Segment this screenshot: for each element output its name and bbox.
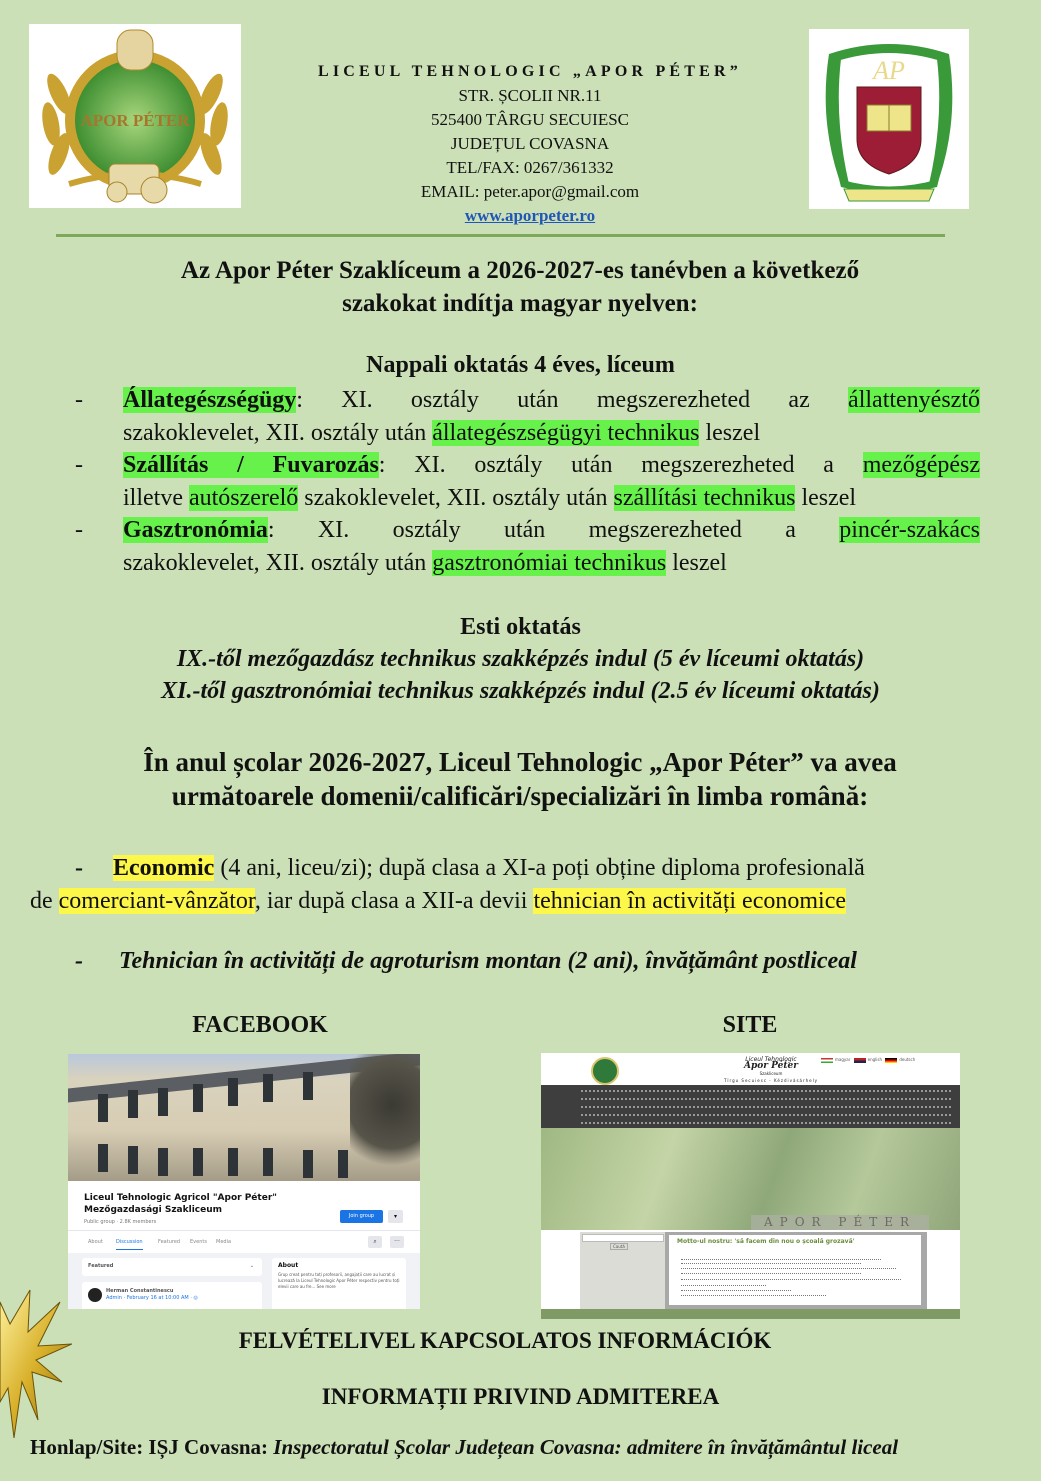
program-name: Állategészségügy [123,387,297,413]
about-text: Grup creat pentru toți profesorii, angajații care au lucrat și lucrează la Liceul Tehnologic Apor Péter respectiv pentru toți elevii care au fre... See more [278,1272,400,1289]
program-text: : XI. osztály után megszerezheted a [378,452,834,478]
join-group-button[interactable]: Join group [340,1210,383,1223]
title-line-1: În anul școlar 2026-2027, Liceul Tehnologic „Apor Péter” va avea [143,747,897,777]
list-dash: - [75,855,83,881]
featured-card [82,1258,262,1276]
admission-heading-romanian: INFORMAȚII PRIVIND ADMITEREA [321,1384,720,1409]
list-dash: - [75,387,83,413]
program-text: illetve [123,484,183,511]
qualification-highlight: pincér-szakács [839,517,980,543]
wheat-wreath-emblem-icon [29,24,241,208]
language-switcher[interactable]: magyar english deutsch [819,1057,915,1063]
site-sidebar [580,1232,665,1309]
site-navigation-menu[interactable] [541,1085,960,1128]
program-text: leszel [705,419,761,446]
email: EMAIL: peter.apor@gmail.com [420,182,640,201]
phone-fax: TEL/FAX: 0267/361332 [446,158,614,177]
program-text: leszel [672,549,727,576]
tab-media[interactable]: Media [216,1239,232,1245]
evening-program-line: XI.-től gasztronómiai technikus szakképzés indul (2.5 év líceumi oktatás) [161,678,880,704]
school-website-preview[interactable] [541,1053,960,1319]
site-search-input[interactable] [582,1234,664,1242]
admission-link-line [30,1435,1020,1460]
program-text: szakoklevelet, XII. osztály után [304,484,608,511]
program-text: Tehnician în activități de agroturism montan (2 ani), învățământ postliceal [119,948,857,974]
featured-label: Featured [88,1263,114,1269]
site-search-button[interactable]: Caută [610,1243,628,1250]
romanian-section-title [40,745,1000,813]
german-flag-icon[interactable] [885,1058,897,1063]
tab-about[interactable]: About [88,1239,103,1245]
street-address: STR. ȘCOLII NR.11 [458,86,602,105]
program-text: : XI. osztály után megszerezheted a [267,517,796,543]
admission-link[interactable]: Inspectoratul Școlar Județean Covasna: admitere în învățământul liceal [273,1435,899,1459]
about-card [272,1258,406,1309]
qualification-highlight: gasztronómiai technikus [432,549,667,576]
website-link[interactable]: www.aporpeter.ro [464,206,596,225]
hungarian-flag-icon[interactable] [821,1058,833,1063]
hungarian-programs-list [75,384,980,579]
tab-events[interactable]: Events [190,1239,207,1245]
hungarian-section-title [40,254,1000,320]
program-text: szakoklevelet, XII. osztály után [123,419,427,446]
search-icon[interactable]: ⌕ [368,1236,382,1248]
qualification-highlight: tehnician în activități economice [533,888,846,914]
link-prefix: Honlap/Site: IȘJ Covasna: [30,1435,269,1459]
program-item-allategeszsegugy [75,384,980,449]
program-name: Szállítás / Fuvarozás [123,452,379,478]
qualification-highlight: szállítási technikus [613,484,796,511]
svg-text:AP: AP [873,56,905,85]
facebook-label: FACEBOOK [192,1012,328,1038]
county: JUDEȚUL COVASNA [450,134,610,153]
post-meta: Admin · February 16 at 10:00 AM · ◎ [106,1295,198,1301]
avatar [88,1288,102,1302]
list-dash: - [75,948,83,974]
program-name: Gasztronómia [123,517,268,543]
city-address: 525400 TÂRGU SECUIESC [430,110,630,129]
qualification-highlight: állattenyésztő [848,387,980,413]
post-card [82,1282,262,1309]
day-school-heading: Nappali oktatás 4 éves, líceum [366,352,675,378]
admission-heading-hungarian: FELVÉTELIVEL KAPCSOLATOS INFORMÁCIÓK [238,1328,772,1353]
header-divider [56,234,945,237]
school-address-block [260,60,800,228]
coat-of-arms-logo [809,29,969,209]
group-name: Liceul Tehnologic Agricol "Apor Péter" Mezőgazdasági Szakliceum [84,1193,277,1215]
school-emblem-logo [29,24,241,208]
site-title: Liceul Tehnologic Apor Péter Szakliceum Tîrgu Secuiesc - Kézdivásárhely [723,1056,819,1083]
program-item-economic [30,852,985,918]
about-label: About [278,1262,299,1269]
tab-discussion[interactable]: Discussion [116,1239,143,1250]
list-dash: - [75,452,83,478]
program-text: , iar după clasa a XII-a devii [254,888,528,914]
program-item-postsecondary [75,948,995,975]
program-item-gasztronomia [75,514,980,579]
program-text: (4 ani, liceu/zi); după clasa a XI-a poți obține diploma profesională [220,855,865,881]
group-meta: Public group · 2.8K members [84,1219,157,1225]
ellipsis-icon[interactable]: ··· [390,1236,404,1248]
program-text: leszel [801,484,857,511]
site-logo-icon [591,1057,619,1085]
title-line-2: următoarele domenii/calificări/specializări în limba română: [171,781,869,811]
site-header [541,1053,960,1085]
coat-of-arms-icon [809,29,969,209]
evening-school-heading: Esti oktatás [460,614,581,640]
qualification-highlight: comerciant-vânzător [58,888,255,914]
cover-photo [68,1054,420,1181]
evening-program-line: IX.-től mezőgazdász technikus szakképzés indul (5 év líceumi oktatás) [176,646,865,672]
title-line-1: Az Apor Péter Szaklíceum a 2026-2027-es tanévben a következő [180,257,860,284]
post-author[interactable]: Herman Constantinescu [106,1288,174,1294]
qualification-highlight: állategészségügyi technikus [432,419,700,446]
program-name: Economic [113,855,215,881]
program-item-szallitas [75,449,980,514]
program-text: de [30,888,53,914]
program-text: szakoklevelet, XII. osztály után [123,549,427,576]
list-dash: - [75,517,83,543]
tab-featured[interactable]: Featured [158,1239,181,1245]
site-motto: Motto-ul nostru: 'să facem din nou o școală grozavă' [677,1238,855,1245]
group-tabs [68,1230,420,1253]
facebook-group-preview[interactable] [68,1054,420,1309]
title-line-2: szakokat indítja magyar nyelven: [342,290,698,317]
program-text: : XI. osztály után megszerezheted az [296,387,810,413]
site-main-content [665,1232,927,1309]
qualification-highlight: mezőgépész [862,452,980,478]
site-footer [541,1309,960,1319]
more-button[interactable]: ▾ [388,1210,403,1223]
english-flag-icon[interactable] [854,1058,866,1063]
svg-text:APOR PÉTER: APOR PÉTER [80,111,190,130]
qualification-highlight: autószerelő [188,484,299,511]
banner-name: APOR PÉTER [751,1215,929,1230]
school-name: LICEUL TEHNOLOGIC „APOR PÉTER” [318,63,742,80]
chevron-down-icon[interactable]: ⌄ [249,1263,254,1269]
site-label: SITE [722,1012,778,1038]
